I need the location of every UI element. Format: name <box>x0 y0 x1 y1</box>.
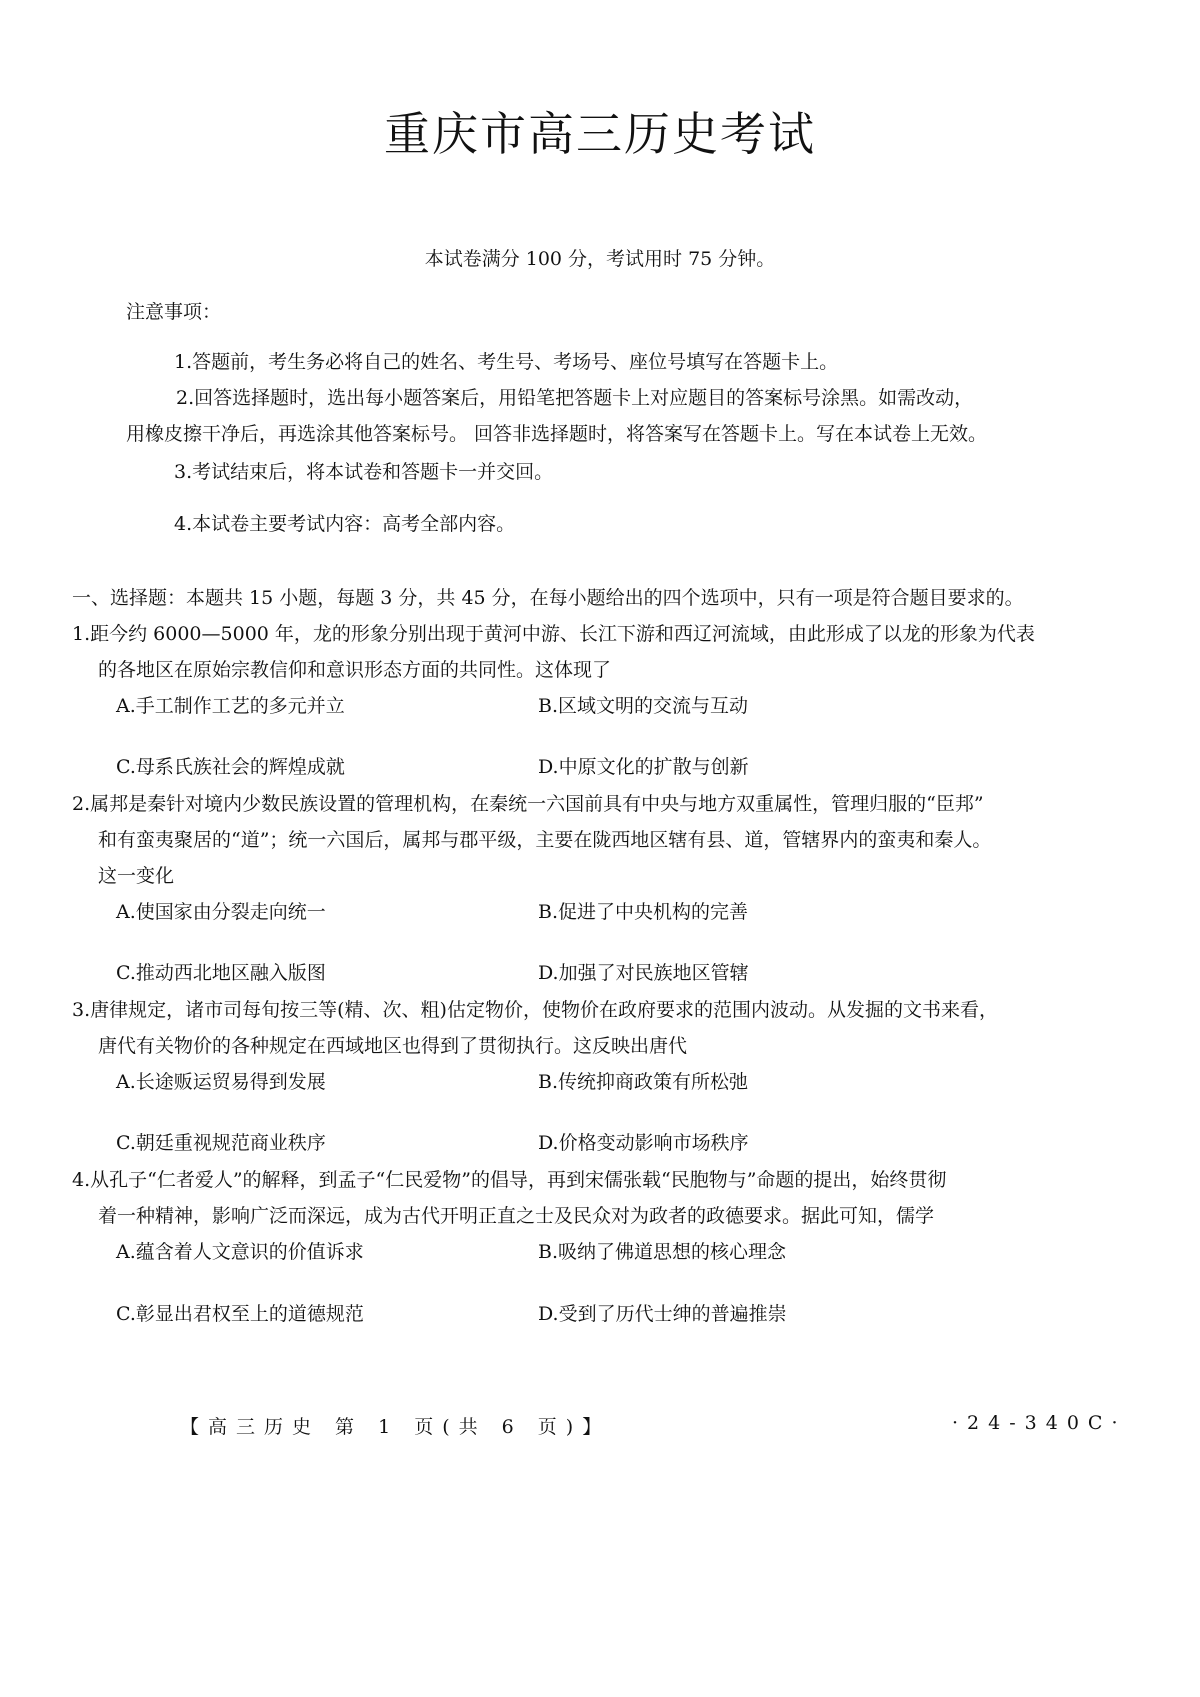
question-2-option-d: D.加强了对民族地区管辖 <box>538 962 749 984</box>
question-4-option-d: D.受到了历代士绅的普遍推崇 <box>538 1303 787 1325</box>
question-4-option-a: A.蕴含着人文意识的价值诉求 <box>116 1241 364 1263</box>
note-2-line-1: 2.回答选择题时，选出每小题答案后，用铅笔把答题卡上对应题目的答案标号涂黑。如需改动， <box>176 387 974 409</box>
question-3-line-1: 3.唐律规定，诸市司每旬按三等(精、次、粗)估定物价，使物价在政府要求的范围内波动。从发掘的文书来看， <box>72 999 998 1021</box>
section-heading: 一、选择题：本题共 15 小题，每题 3 分，共 45 分，在每小题给出的四个选项中，只有一项是符合题目要求的。 <box>72 587 1024 609</box>
question-2-line-2: 和有蛮夷聚居的“道”；统一六国后，属邦与郡平级，主要在陇西地区辖有县、道，管辖界内的蛮夷和秦人。 <box>98 829 992 851</box>
note-4: 4.本试卷主要考试内容：高考全部内容。 <box>174 513 516 535</box>
question-2-option-a: A.使国家由分裂走向统一 <box>116 901 326 923</box>
note-3: 3.考试结束后，将本试卷和答题卡一并交回。 <box>174 461 554 483</box>
page-footer-label: 【高三历史 第 1 页(共 6 页)】 <box>180 1416 611 1438</box>
question-1-option-a: A.手工制作工艺的多元并立 <box>116 695 345 717</box>
question-2-line-3: 这一变化 <box>98 865 175 887</box>
question-3-option-c: C.朝廷重视规范商业秩序 <box>116 1132 326 1154</box>
question-3-option-d: D.价格变动影响市场秩序 <box>538 1132 749 1154</box>
question-3-option-a: A.长途贩运贸易得到发展 <box>116 1071 326 1093</box>
exam-meta: 本试卷满分 100 分，考试用时 75 分钟。 <box>424 248 776 270</box>
notes-heading: 注意事项： <box>126 301 222 323</box>
question-1-line-2: 的各地区在原始宗教信仰和意识形态方面的共同性。这体现了 <box>98 659 612 681</box>
question-2-option-b: B.促进了中央机构的完善 <box>538 901 749 923</box>
question-1-option-d: D.中原文化的扩散与创新 <box>538 756 749 778</box>
question-1-line-1: 1.距今约 6000—5000 年，龙的形象分别出现于黄河中游、长江下游和西辽河流域，由此形成了以龙的形象为代表 <box>72 623 1035 645</box>
question-3-option-b: B.传统抑商政策有所松弛 <box>538 1071 749 1093</box>
exam-title: 重庆市高三历史考试 <box>384 107 816 161</box>
question-1-option-b: B.区域文明的交流与互动 <box>538 695 749 717</box>
question-4-line-2: 着一种精神，影响广泛而深远，成为古代开明正直之士及民众对为政者的政德要求。据此可知，儒学 <box>98 1205 935 1227</box>
question-3-line-2: 唐代有关物价的各种规定在西域地区也得到了贯彻执行。这反映出唐代 <box>98 1035 688 1057</box>
question-2-line-1: 2.属邦是秦针对境内少数民族设置的管理机构，在秦统一六国前具有中央与地方双重属性，管理归服的“臣邦” <box>72 793 984 815</box>
page-footer-code: ·24-340C· <box>952 1412 1127 1434</box>
question-4-line-1: 4.从孔子“仁者爱人”的解释，到孟子“仁民爱物”的倡导，再到宋儒张载“民胞物与”命题的提出，始终贯彻 <box>72 1169 947 1191</box>
question-1-option-c: C.母系氏族社会的辉煌成就 <box>116 756 345 778</box>
note-2-line-2: 用橡皮擦干净后，再选涂其他答案标号。 回答非选择题时，将答案写在答题卡上。写在本试卷上无效。 <box>126 423 988 445</box>
note-1: 1.答题前，考生务必将自己的姓名、考生号、考场号、座位号填写在答题卡上。 <box>174 351 839 373</box>
question-2-option-c: C.推动西北地区融入版图 <box>116 962 326 984</box>
question-4-option-c: C.彰显出君权至上的道德规范 <box>116 1303 364 1325</box>
question-4-option-b: B.吸纳了佛道思想的核心理念 <box>538 1241 787 1263</box>
